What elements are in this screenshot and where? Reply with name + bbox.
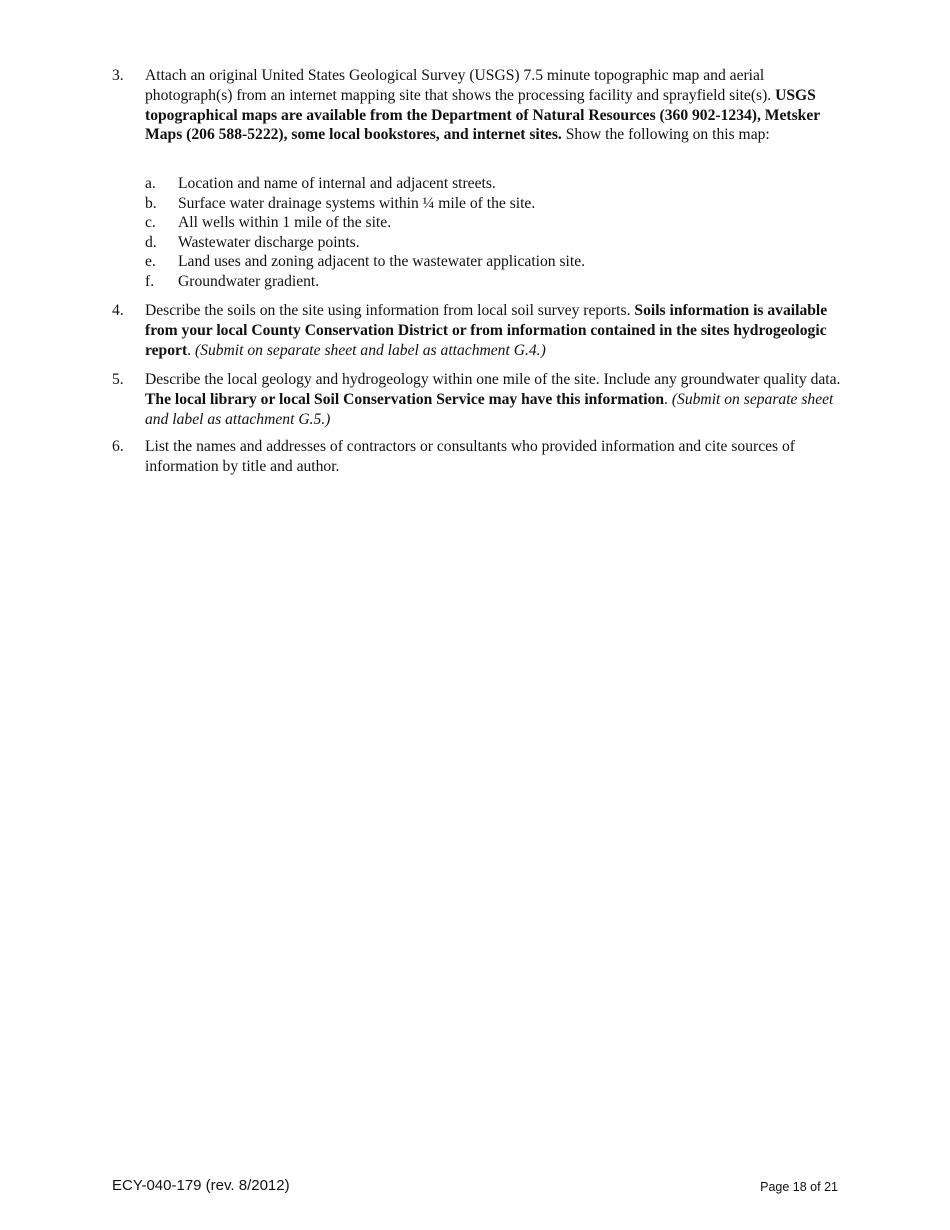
- item-number: 4.: [112, 302, 124, 319]
- item-italic-note: (Submit on separate sheet and label as attachment G.5.): [145, 390, 834, 428]
- item-text: Describe the local geology and hydrogeology within one mile of the site. Include any groundwater quality data.: [145, 371, 841, 388]
- item-number: 3.: [112, 67, 124, 84]
- subitem-letter: d.: [145, 233, 157, 251]
- subitem-text: Location and name of internal and adjacent streets.: [178, 175, 496, 192]
- subitem-letter: b.: [145, 194, 157, 212]
- item-italic-note: (Submit on separate sheet and label as attachment G.4.): [194, 341, 546, 359]
- item-number: 6.: [112, 438, 124, 455]
- subitem-letter: f.: [145, 272, 155, 290]
- item-text-mid: .: [664, 390, 672, 408]
- subitem-text: Wastewater discharge points.: [178, 233, 360, 251]
- subitem-text: Groundwater gradient.: [178, 272, 320, 290]
- page-number: Page 18 of 21: [760, 1180, 838, 1194]
- item-number: 5.: [112, 371, 124, 388]
- subitem-letter: c.: [145, 214, 156, 232]
- item-bold-text: USGS topographical maps are available from the Department of Natural Resources (360 902-1234), Metsker Maps (206 588-5222), some local bookstores, and internet sites.: [145, 86, 820, 144]
- item-text-end: Show the following on this map:: [561, 126, 770, 144]
- item-body: [145, 301, 842, 360]
- form-id: ECY-040-179 (rev. 8/2012): [112, 1177, 290, 1194]
- item-body: [145, 66, 842, 145]
- item-text: Attach an original United States Geological Survey (USGS) 7.5 minute topographic map and aerial photograph(s) from an internet mapping site that shows the processing facility and sprayfield site(s).: [145, 67, 776, 104]
- list-item-6: [112, 437, 842, 477]
- subitem-letter: a.: [145, 175, 156, 192]
- subitem-letter: e.: [145, 253, 156, 271]
- subitem-text: Land uses and zoning adjacent to the wastewater application site.: [178, 253, 586, 271]
- item-bold-text: The local library or local Soil Conservation Service may have this information: [145, 390, 665, 408]
- item-body: [145, 437, 842, 477]
- item-text-mid: .: [187, 341, 195, 359]
- subitem-text: All wells within 1 mile of the site.: [178, 214, 392, 232]
- list-item-3: [112, 66, 842, 145]
- item-body: [145, 370, 842, 429]
- list-item-5: [112, 370, 842, 429]
- item-bold-text: Soils information is available from your local County Conservation District or from information contained in the sites hydrogeologic report: [145, 302, 828, 359]
- item-text: List the names and addresses of contractors or consultants who provided information and cite sources of information by title and author.: [145, 438, 795, 475]
- subitem-text: Surface water drainage systems within ¼ mile of the site.: [178, 194, 536, 212]
- item-text: Describe the soils on the site using information from local soil survey reports.: [145, 302, 635, 319]
- list-item-4: [112, 301, 842, 360]
